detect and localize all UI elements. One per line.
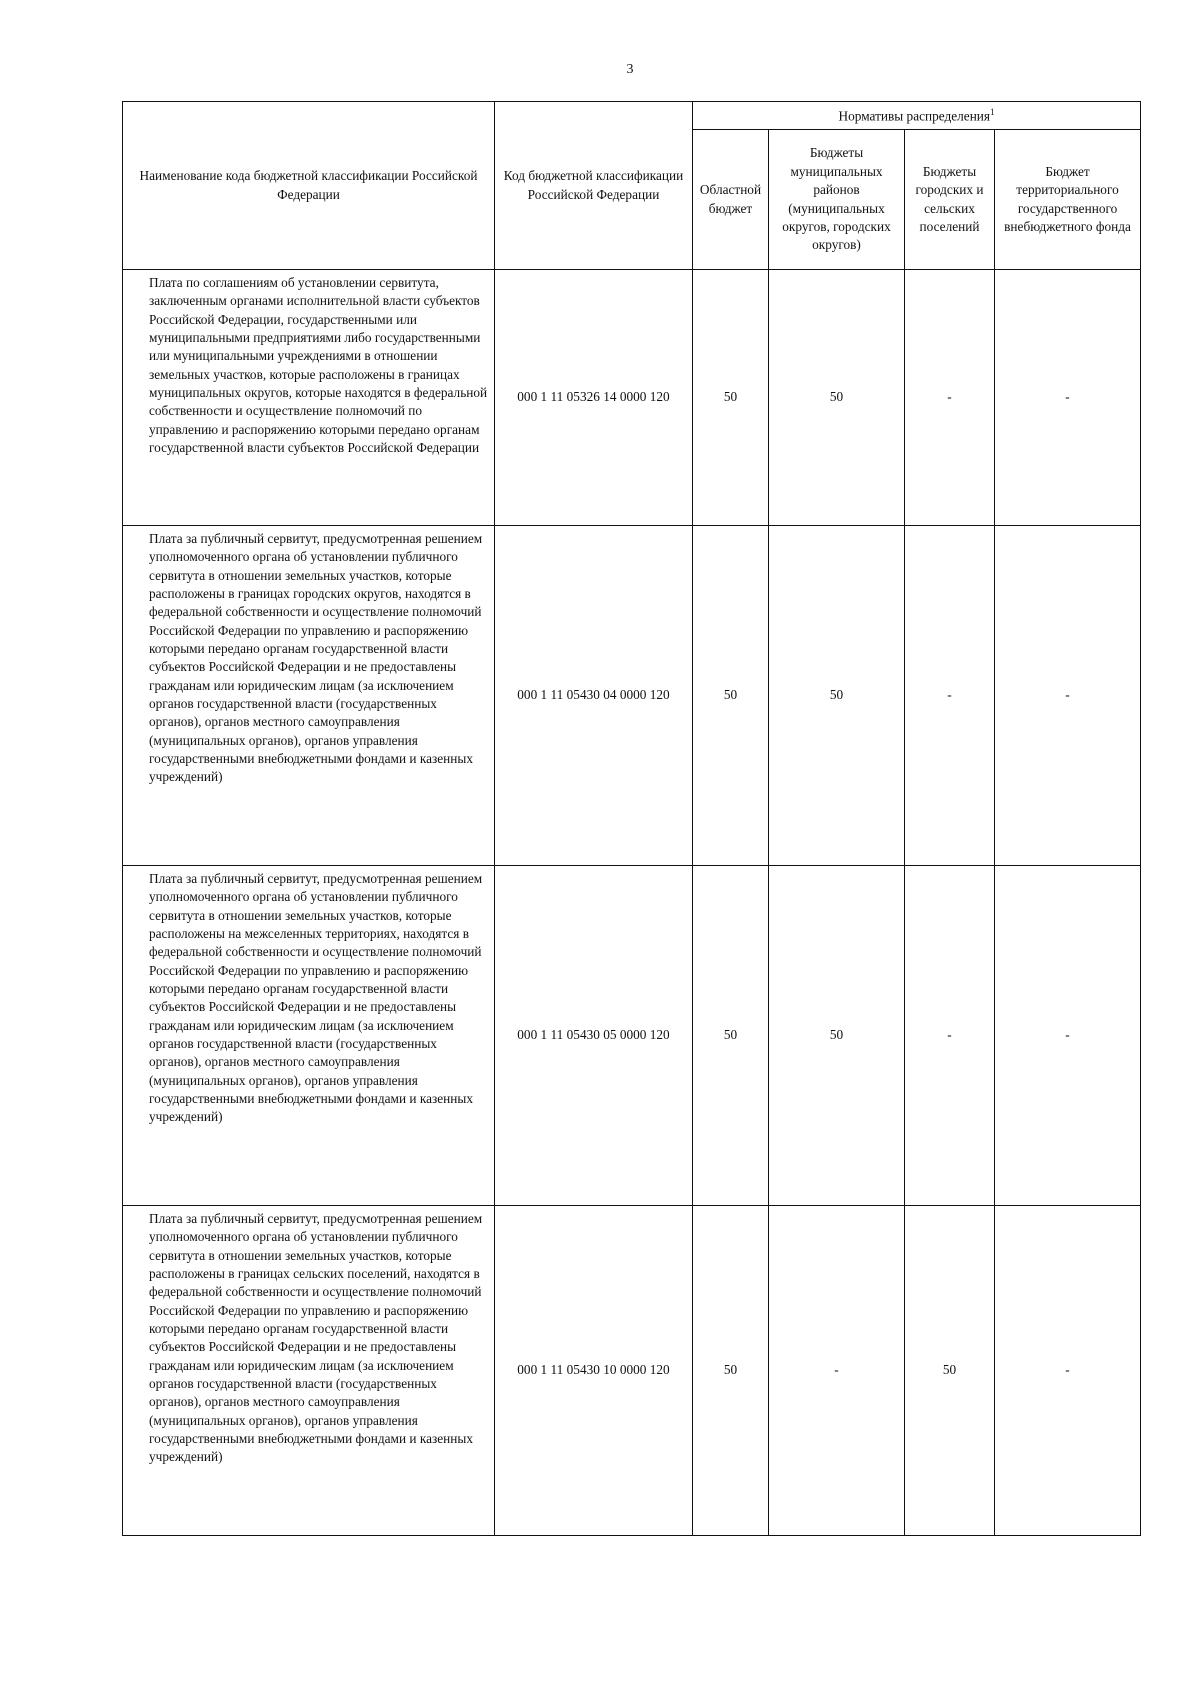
table-row <box>123 1206 1141 1536</box>
header-distribution-group <box>693 102 1141 130</box>
table-row <box>123 526 1141 866</box>
header-code-column: Код бюджетной классификации Российской Федерации <box>495 102 693 270</box>
row-name: Плата за публичный сервитут, предусмотренная решением уполномоченного органа об установлении публичного сервитута в отношении земельных участков, которые расположены в границах сельских поселений, находятся в федеральной собственности и осуществление полномочий Российской Федерации по управлению и распоряжению которыми передано органам государственной власти субъектов Российской Федерации и не предоставлены гражданам или юридическим лицам (за исключением органов государственной власти (государственных органов), органов местного самоуправления (муниципальных органов), органов управления государственными внебюджетными фондами и казенных учреждений) <box>123 1206 495 1536</box>
row-fund: - <box>995 866 1141 1206</box>
header-name-column: Наименование кода бюджетной классификации Российской Федерации <box>123 102 495 270</box>
row-fund: - <box>995 270 1141 526</box>
row-municipal: 50 <box>769 866 905 1206</box>
row-settlements: - <box>905 270 995 526</box>
row-regional: 50 <box>693 866 769 1206</box>
row-code: 000 1 11 05430 05 0000 120 <box>495 866 693 1206</box>
header-settlements: Бюджеты городских и сельских поселений <box>905 130 995 270</box>
row-municipal: 50 <box>769 526 905 866</box>
row-name: Плата за публичный сервитут, предусмотренная решением уполномоченного органа об установлении публичного сервитута в отношении земельных участков, которые расположены в границах городских округов, находятся в федеральной собственности и осуществление полномочий Российской Федерации по управлению и распоряжению которыми передано органам государственной власти субъектов Российской Федерации и не предоставлены гражданам или юридическим лицам (за исключением органов государственной власти (государственных органов), органов местного самоуправления (муниципальных органов), органов управления государственными внебюджетными фондами и казенных учреждений) <box>123 526 495 866</box>
header-group-label: Нормативы распределения <box>838 108 991 124</box>
table-header-row <box>123 102 1141 130</box>
row-settlements: - <box>905 866 995 1206</box>
row-regional: 50 <box>693 270 769 526</box>
table-row <box>123 270 1141 526</box>
header-regional-budget: Областной бюджет <box>693 130 769 270</box>
row-municipal: - <box>769 1206 905 1536</box>
row-settlements: - <box>905 526 995 866</box>
header-municipal-districts: Бюджеты муниципальных районов (муниципальных округов, городских округов) <box>769 130 905 270</box>
row-regional: 50 <box>693 1206 769 1536</box>
row-municipal: 50 <box>769 270 905 526</box>
row-settlements: 50 <box>905 1206 995 1536</box>
row-code: 000 1 11 05326 14 0000 120 <box>495 270 693 526</box>
header-group-footnote: 1 <box>990 106 995 117</box>
page-number: 3 <box>626 62 634 77</box>
row-name: Плата за публичный сервитут, предусмотренная решением уполномоченного органа об установлении публичного сервитута в отношении земельных участков, которые расположены на межселенных территориях, находятся в федеральной собственности и осуществление полномочий Российской Федерации по управлению и распоряжению которыми передано органам государственной власти субъектов Российской Федерации и не предоставлены гражданам или юридическим лицам (за исключением органов государственной власти (государственных органов), органов местного самоуправления (муниципальных органов), органов управления государственными внебюджетными фондами и казенных учреждений) <box>123 866 495 1206</box>
header-territorial-fund: Бюджет территориального государственного внебюджетного фонда <box>995 130 1141 270</box>
table-row <box>123 866 1141 1206</box>
row-fund: - <box>995 1206 1141 1536</box>
budget-distribution-table <box>122 101 1141 1536</box>
row-fund: - <box>995 526 1141 866</box>
row-regional: 50 <box>693 526 769 866</box>
row-code: 000 1 11 05430 04 0000 120 <box>495 526 693 866</box>
row-code: 000 1 11 05430 10 0000 120 <box>495 1206 693 1536</box>
row-name: Плата по соглашениям об установлении сервитута, заключенным органами исполнительной власти субъектов Российской Федерации, государственными или муниципальными предприятиями либо государственными или муниципальными учреждениями в отношении земельных участков, которые расположены в границах муниципальных округов, которые находятся в федеральной собственности и осуществление полномочий по управлению и распоряжению которыми передано органам государственной власти субъектов Российской Федерации <box>123 270 495 526</box>
